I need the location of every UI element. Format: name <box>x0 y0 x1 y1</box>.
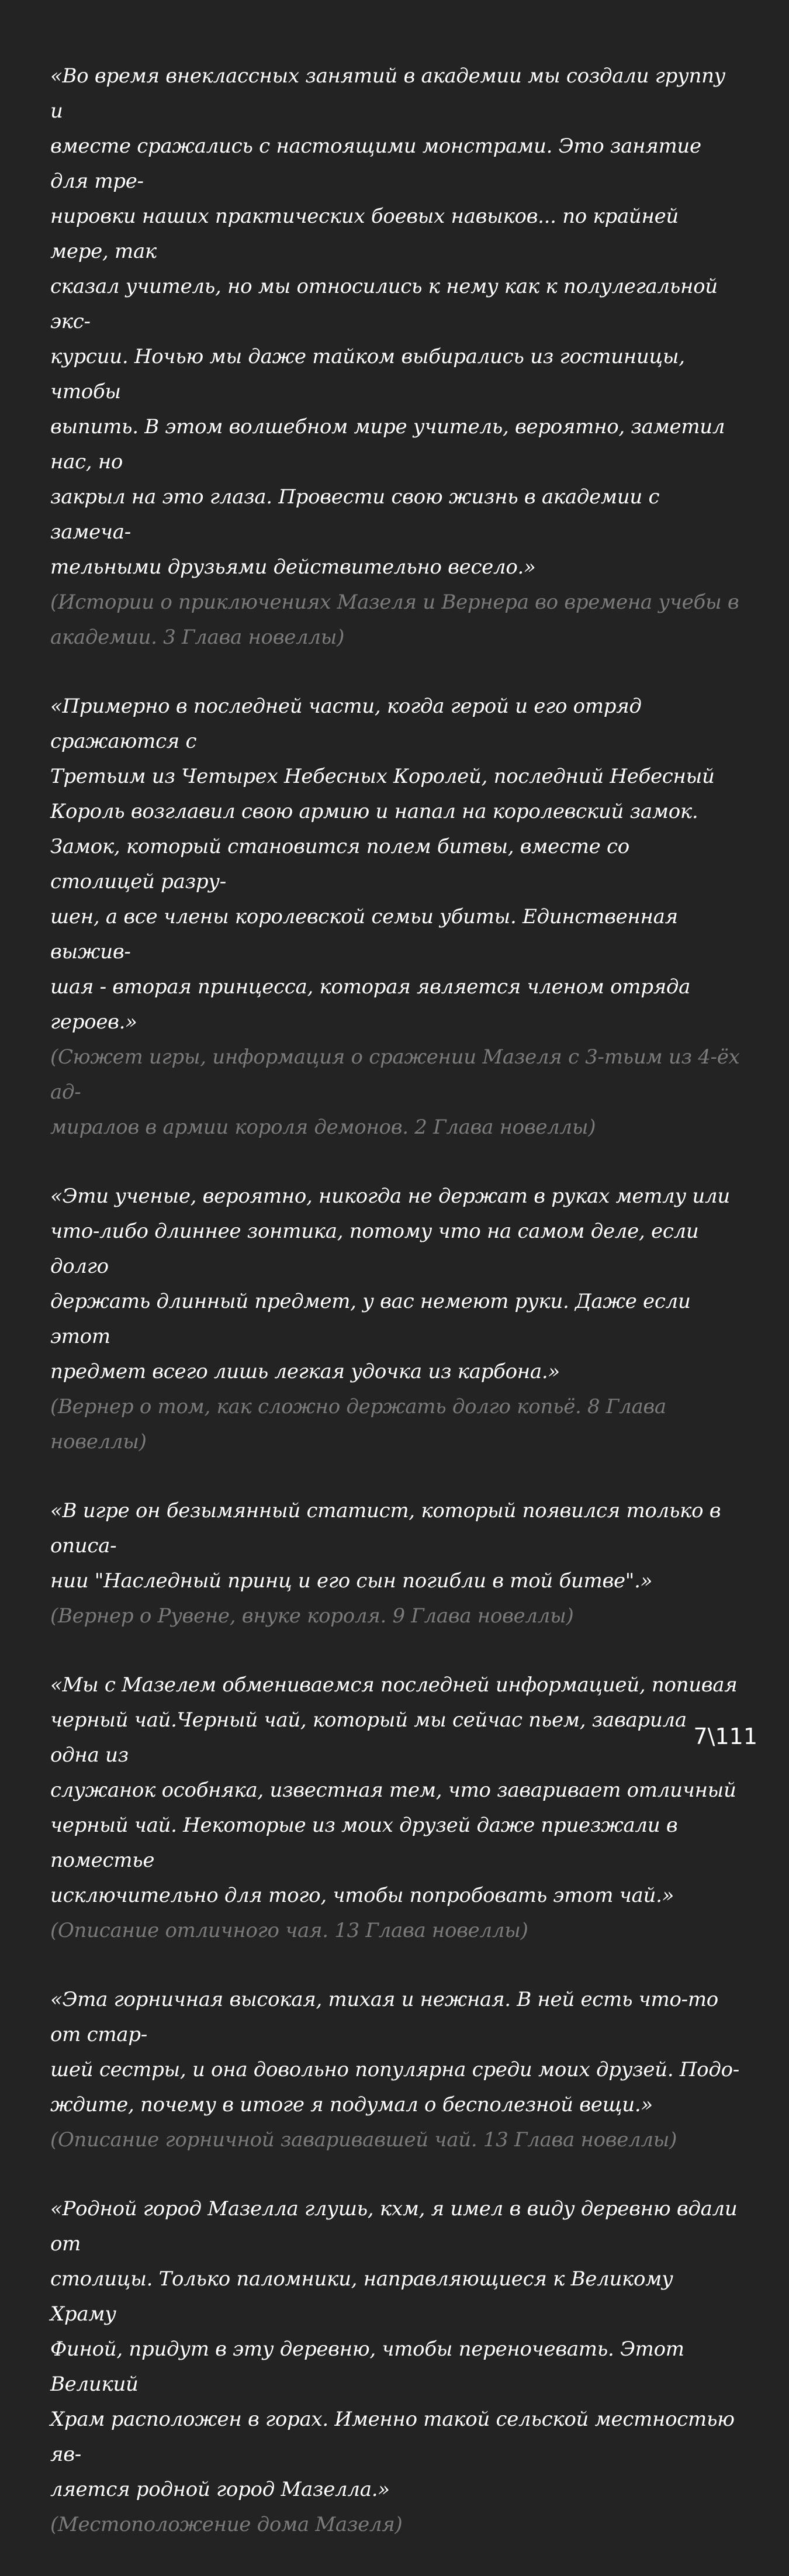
quote-source: (Описание горничной заваривавшей чай. 13 Глава новеллы) <box>50 2128 677 2152</box>
quote-text: «В игре он безымянный статист, который появился только в описа- нии "Наследный принц и его сын погибли в той битве".» <box>50 1499 721 1593</box>
quote-text: «Во время внеклассных занятий в академии мы создали группу и вместе сражались с настоящими монстрами. Это занятие для тре- нировки наших практических боевых навыков... по крайней мере, так сказал учитель, но мы относились к нему как к полулегальной экс- курсии. Ночью мы даже тайком выбирались из гостиницы, чтобы выпить. В этом волшебном мире учитель, вероятно, заметил нас, но закрыл на это глаза. Провести свою жизнь в академии с замеча- тельными друзьями действительно весело.» <box>50 64 726 579</box>
quote-source: (Сюжет игры, информация о сражении Мазеля с 3-тьим из 4-ёх ад- миралов в армии короля демонов. 2 Глава новеллы) <box>50 1045 740 1139</box>
quote-source: (Вернер о Рувене, внуке короля. 9 Глава новеллы) <box>50 1604 574 1628</box>
quote-source: (Истории о приключениях Мазеля и Вернера во времена учебы в академии. 3 Глава новеллы) <box>50 591 739 649</box>
entry-6 <box>50 1982 740 2157</box>
page-number: 7\111 <box>693 1724 757 1749</box>
entry-5 <box>50 1667 740 1948</box>
quote-text: «Эта горничная высокая, тихая и нежная. В ней есть что-то от стар- шей сестры, и она довольно популярна среди моих друзей. Подо- ждите, почему в итоге я подумал о бесполезной вещи.» <box>50 1988 739 2116</box>
quote-source: (Описание отличного чая. 13 Глава новеллы) <box>50 1919 528 1942</box>
quote-text: «Мы с Мазелем обмениваемся последней информацией, попивая черный чай.Черный чай, который мы сейчас пьем, заварила одна из служанок особняка, известная тем, что заваривает отличный черный чай. Некоторые из моих друзей даже приезжали в поместье исключительно для того, чтобы попробовать этот чай.» <box>50 1673 738 1907</box>
quote-source: (Местоположение дома Мазеля) <box>50 2513 403 2536</box>
entry-1 <box>50 58 740 655</box>
entry-7 <box>50 2191 740 2542</box>
entry-3 <box>50 1179 740 1459</box>
document-body <box>50 58 740 2576</box>
entry-2 <box>50 689 740 1145</box>
quote-text: «Родной город Мазелла глушь, кхм, я имел в виду деревню вдали от столицы. Только паломники, направляющиеся к Великому Храму Финой, придут в эту деревню, чтобы переночевать. Этот Великий Храм расположен в горах. Именно такой сельской местностью яв- ляется родной город Мазелла.» <box>50 2197 738 2501</box>
entry-4 <box>50 1493 740 1634</box>
quote-source: (Вернер о том, как сложно держать долго копьё. 8 Глава новеллы) <box>50 1395 666 1453</box>
quote-text: «Эти ученые, вероятно, никогда не держат в руках метлу или что-либо длиннее зонтика, потому что на самом деле, если долго держать длинный предмет, у вас немеют руки. Даже если этот предмет всего лишь легкая удочка из карбона.» <box>50 1185 730 1383</box>
quote-text: «Примерно в последней части, когда герой и его отряд сражаются с Третьим из Четырех Небесных Королей, последний Небесный Король возглавил свою армию и напал на королевский замок. Замок, который становится полем битвы, вместе со столицей разру- шен, а все члены королевской семьи убиты. Единственная выжив- шая - вторая принцесса, которая является членом отряда героев.» <box>50 695 715 1034</box>
